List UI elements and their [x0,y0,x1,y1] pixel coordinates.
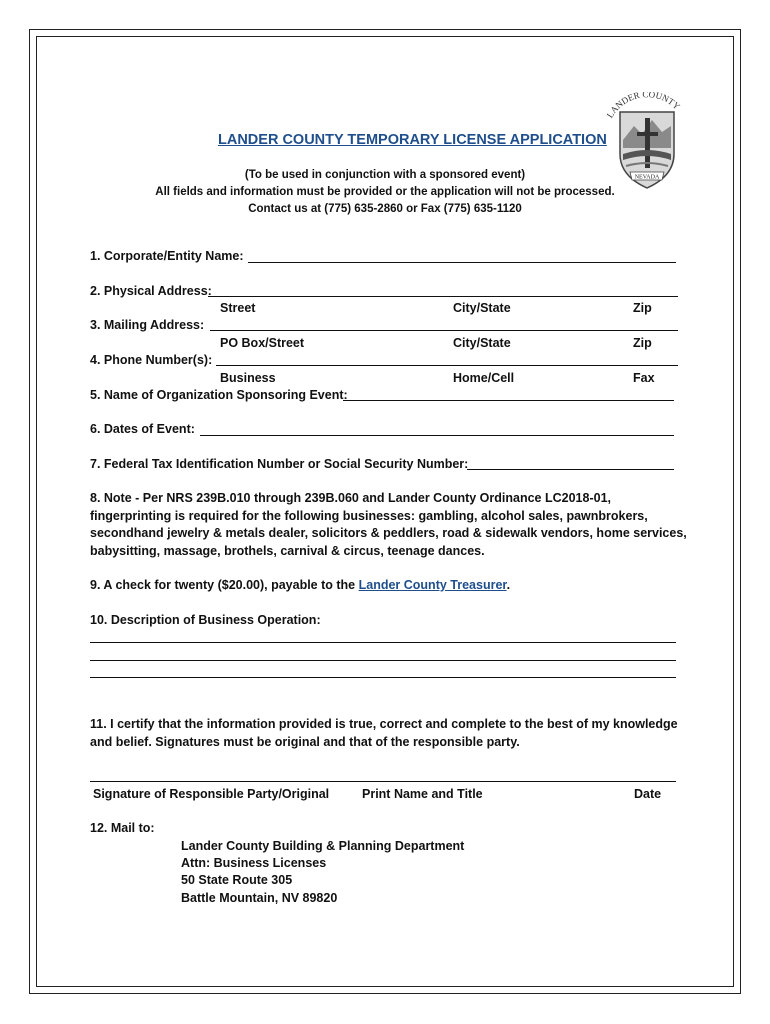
sponsored-event-note: (To be used in conjunction with a sponsored event) [244,169,526,181]
phone-numbers-field[interactable] [216,365,678,366]
mail-address-line-3: 50 State Route 305 [181,873,293,887]
tax-id-label: 7. Federal Tax Identification Number or Social Security Number: [90,457,469,471]
check-prefix: 9. A check for twenty ($20.00), payable to the [90,578,359,592]
mail-address-line-1: Lander County Building & Planning Department [181,839,465,853]
requirement-note: All fields and information must be provided or the application will not be processed. [155,186,615,198]
mailing-zip-caption: Zip [633,336,652,350]
phone-numbers-label: 4. Phone Number(s): [90,353,213,367]
event-dates-label: 6. Dates of Event: [90,422,195,436]
phone-business-caption: Business [220,371,276,385]
mail-address-line-2: Attn: Business Licenses [181,856,327,870]
certification-statement: 11. I certify that the information provided is true, correct and complete to the best of my knowledge and belief. Signatures must be original and that of the responsible party. [90,717,678,749]
corporate-name-label: 1. Corporate/Entity Name: [90,249,244,263]
business-description-line-3[interactable] [90,677,676,678]
physical-street-caption: Street [220,301,256,315]
mail-address-line-4: Battle Mountain, NV 89820 [181,891,338,905]
event-dates-field[interactable] [200,435,674,436]
mail-to-label: 12. Mail to: [90,821,155,835]
mailing-address-label: 3. Mailing Address: [90,318,205,332]
check-suffix: . [506,578,511,592]
mailing-address-field[interactable] [210,330,678,331]
physical-zip-caption: Zip [633,301,652,315]
business-description-label: 10. Description of Business Operation: [90,613,321,627]
tax-id-field[interactable] [467,469,674,470]
print-name-caption: Print Name and Title [362,787,483,801]
business-description-line-1[interactable] [90,642,676,643]
signature-caption: Signature of Responsible Party/Original [93,787,330,801]
treasurer-link[interactable]: Lander County Treasurer [358,578,507,592]
signature-line[interactable] [90,781,676,782]
contact-info: Contact us at (775) 635-2860 or Fax (775) 635-1120 [248,203,522,215]
physical-address-field[interactable] [208,296,678,297]
phone-fax-caption: Fax [633,371,655,385]
phone-homecell-caption: Home/Cell [453,371,515,385]
mailing-citystate-caption: City/State [453,336,511,350]
physical-address-label: 2. Physical Address: [90,284,212,298]
fingerprinting-note: 8. Note - Per NRS 239B.010 through 239B.060 and Lander County Ordinance LC2018-01, fingerprinting is required for the following businesses: gambling, alcohol sales, pawnbrokers, secondhand jewelry & metals dealer, solicitors & peddlers, road & sidewalk vendors, home services, babysitting, massage, brothels, carnival & circus, teenage dances. [90,491,687,558]
sponsoring-org-label: 5. Name of Organization Sponsoring Event: [90,388,348,402]
svg-text:LANDER COUNTY: LANDER COUNTY [604,92,682,120]
sponsoring-org-field[interactable] [343,400,674,401]
date-caption: Date [634,787,662,801]
mailing-pobox-caption: PO Box/Street [220,336,305,350]
page-title: LANDER COUNTY TEMPORARY LICENSE APPLICATION [218,132,607,148]
svg-text:NEVADA: NEVADA [634,174,660,181]
business-description-line-2[interactable] [90,660,676,661]
physical-citystate-caption: City/State [453,301,511,315]
check-instruction [90,577,510,593]
corporate-name-field[interactable] [248,262,676,263]
